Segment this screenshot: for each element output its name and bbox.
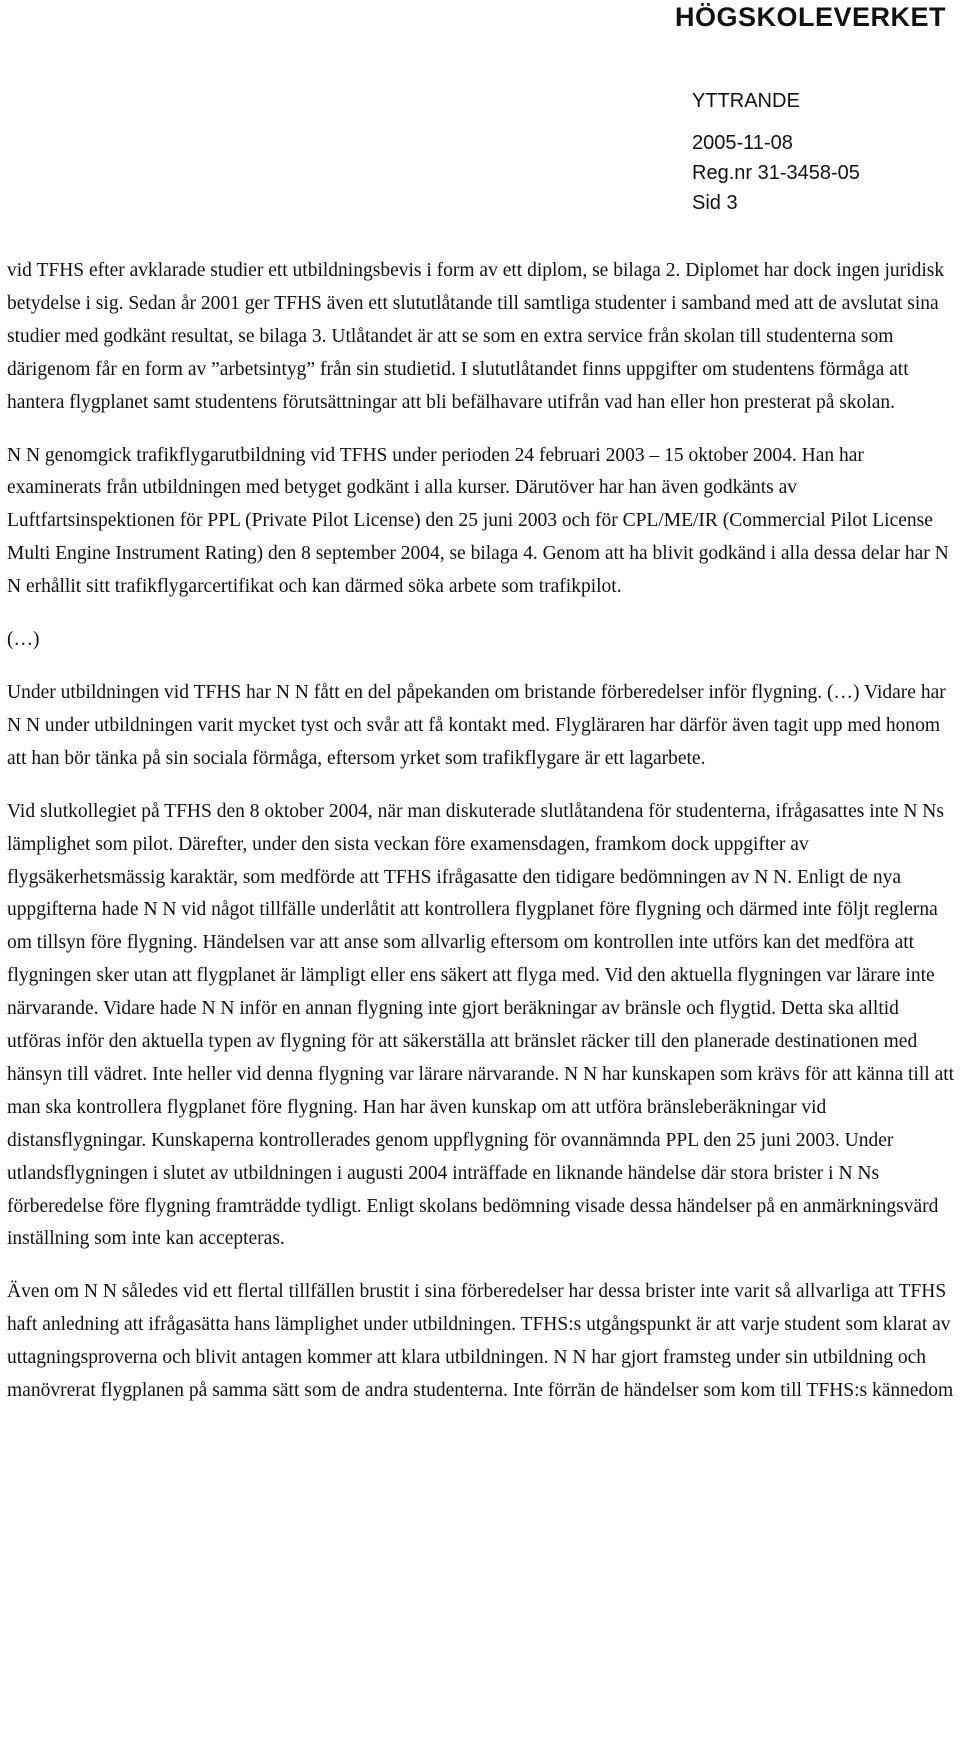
- organization-name: HÖGSKOLEVERKET: [674, 2, 946, 32]
- page-number: Sid 3: [692, 192, 738, 214]
- document-type: YTTRANDE: [692, 90, 800, 112]
- document-meta: [692, 86, 860, 218]
- body-paragraph: vid TFHS efter avklarade studier ett utbildningsbevis i form av ett diplom, se bilaga 2. Diplomet har dock ingen juridisk betydelse i sig. Sedan år 2001 ger TFHS även ett slututlåtande till samtliga studenter i samband med att de avslutat sina studier med godkänt resultat, se bilaga 3. Utlåtandet är att se som en extra service från skolan till studenterna som därigenom får en form av ”arbetsintyg” från sin studietid. I slututlåtandet finns uppgifter om studentens förmåga att hantera flygplanet samt studentens förutsättningar att bli befälhavare utifrån vad han eller hon presterat på skolan.: [7, 260, 945, 413]
- body-paragraph: N N genomgick trafikflygarutbildning vid TFHS under perioden 24 februari 2003 – 15 oktober 2004. Han har examinerats från utbildningen med betyget godkänt i alla kurser. Därutöver har han även godkänts av Luftfartsinspektionen för PPL (Private Pilot License) den 25 juni 2003 och för CPL/ME/IR (Commercial Pilot License Multi Engine Instrument Rating) den 8 september 2004, se bilaga 4. Genom att ha blivit godkänd i alla dessa delar har N N erhållit sitt trafikflygarcertifikat och kan därmed söka arbete som trafikpilot.: [7, 444, 949, 598]
- body-paragraph: Även om N N således vid ett flertal tillfällen brustit i sina förberedelser har dessa brister inte varit så allvarliga att TFHS haft anledning att ifrågasätta hans lämplighet under utbildningen. TFHS:s utgångspunkt är att varje student som klarat av uttagningsproverna och blivit antagen kommer att klara utbildningen. N N har gjort framsteg under sin utbildning och manövrerat flygplanen på samma sätt som de andra studenterna. Inte förrän de händelser som kom till TFHS:s kännedom: [7, 1281, 954, 1402]
- document-body: [7, 255, 957, 1428]
- registration-number: Reg.nr 31-3458-05: [692, 162, 860, 184]
- document-date: 2005-11-08: [692, 132, 793, 154]
- omission-marker: (…): [7, 629, 40, 651]
- body-paragraph: Under utbildningen vid TFHS har N N fått en del påpekanden om bristande förberedelser inför flygning. (…) Vidare har N N under utbildningen varit mycket tyst och svår att få kontakt med. Flygläraren har därför även tagit upp med honom att han bör tänka på sin sociala förmåga, eftersom yrket som trafikflygare är ett lagarbete.: [7, 681, 946, 769]
- body-paragraph: Vid slutkollegiet på TFHS den 8 oktober 2004, när man diskuterade slutlåtandena för studenterna, ifrågasattes inte N Ns lämplighet som pilot. Därefter, under den sista veckan före examensdagen, framkom dock uppgifter av flygsäkerhetsmässig karaktär, som medförde att TFHS ifrågasatte den tidigare bedömningen av N N. Enligt de nya uppgifterna hade N N vid något tillfälle underlåtit att kontrollera flygplanet före flygning och därmed inte följt reglerna om tillsyn före flygning. Händelsen var att anse som allvarlig eftersom om kontrollen inte utförs kan det medföra att flygningen sker utan att flygplanet är lämpligt eller ens säkert att flyga med. Vid den aktuella flygningen var lärare inte närvarande. Vidare hade N N inför en annan flygning inte gjort beräkningar av bränsle och flygtid. Detta ska alltid utföras inför den aktuella typen av flygning för att säkerställa att bränslet räcker till den planerade destinationen med hänsyn till vädret. Inte heller vid denna flygning var lärare närvarande. N N har kunskapen som krävs för att känna till att man ska kontrollera flygplanet före flygning. Han har även kunskap om att utföra bränsleberäkningar vid distansflygningar. Kunskaperna kontrollerades genom uppflygning för ovannämnda PPL den 25 juni 2003. Under utlandsflygningen i slutet av utbildningen i augusti 2004 inträffade en liknande händelse där stora brister i N Ns förberedelse före flygning framträdde tydligt. Enligt skolans bedömning visade dessa händelser på en anmärkningsvärd inställning som inte kan accepteras.: [7, 800, 955, 1250]
